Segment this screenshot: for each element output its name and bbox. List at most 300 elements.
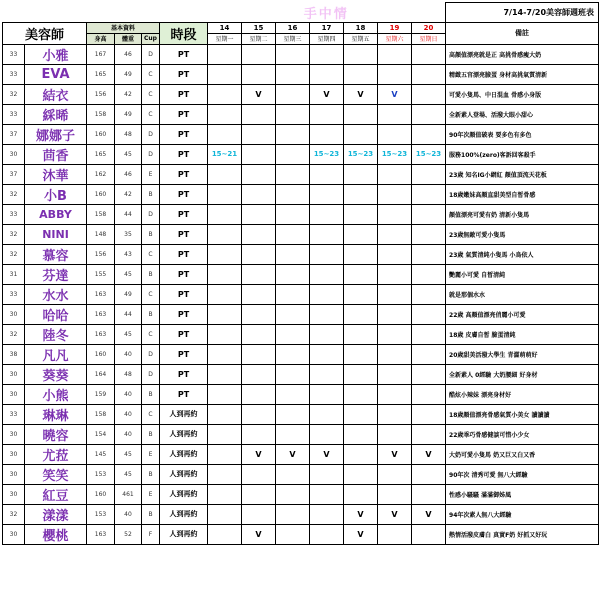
day-cell	[276, 44, 310, 64]
height-cell: 163	[87, 304, 115, 324]
slot-cell: 人到再約	[160, 444, 208, 464]
day-name: 星期五	[344, 33, 378, 44]
day-cell	[344, 64, 378, 84]
age-cell: 33	[3, 284, 25, 304]
age-cell: 32	[3, 84, 25, 104]
day-name: 星期二	[242, 33, 276, 44]
remark-cell: 23歲無敵可愛小隻馬	[446, 224, 599, 244]
beautician-name: 慕容	[25, 244, 87, 264]
slot-cell: PT	[160, 344, 208, 364]
slot-cell: PT	[160, 284, 208, 304]
age-cell: 32	[3, 224, 25, 244]
cup-cell: C	[142, 104, 160, 124]
day-cell	[310, 204, 344, 224]
day-cell	[276, 104, 310, 124]
day-cell	[276, 244, 310, 264]
beautician-name: 哈哈	[25, 304, 87, 324]
beautician-name: 曉容	[25, 424, 87, 444]
watermark-text: 手中情	[208, 3, 446, 23]
beautician-name: 尤菈	[25, 444, 87, 464]
slot-cell: 人到再約	[160, 504, 208, 524]
weight-cell: 43	[115, 244, 142, 264]
age-cell: 33	[3, 404, 25, 424]
day-cell	[242, 244, 276, 264]
cup-cell: B	[142, 424, 160, 444]
height-cell: 160	[87, 124, 115, 144]
age-cell: 37	[3, 164, 25, 184]
weight-cell: 40	[115, 504, 142, 524]
day-cell	[310, 44, 344, 64]
day-cell	[412, 164, 446, 184]
slot-cell: PT	[160, 384, 208, 404]
height-cell: 145	[87, 444, 115, 464]
height-cell: 167	[87, 44, 115, 64]
day-number: 17	[310, 22, 344, 33]
day-cell	[378, 384, 412, 404]
day-cell	[344, 104, 378, 124]
beautician-name: 茴香	[25, 144, 87, 164]
day-cell	[412, 464, 446, 484]
remark-cell: 90年次顏值破表 要多色有多色	[446, 124, 599, 144]
day-cell	[276, 184, 310, 204]
day-cell	[208, 524, 242, 544]
age-cell: 32	[3, 244, 25, 264]
height-cell: 154	[87, 424, 115, 444]
slot-cell: PT	[160, 84, 208, 104]
day-cell	[208, 84, 242, 104]
cup-cell: D	[142, 144, 160, 164]
weight-cell: 40	[115, 404, 142, 424]
table-row	[3, 124, 599, 144]
day-cell	[378, 224, 412, 244]
day-cell	[412, 264, 446, 284]
weight-cell: 40	[115, 344, 142, 364]
cup-cell: C	[142, 244, 160, 264]
weight-cell: 46	[115, 164, 142, 184]
day-cell	[242, 364, 276, 384]
cup-cell: C	[142, 84, 160, 104]
cup-cell: B	[142, 464, 160, 484]
table-row	[3, 404, 599, 424]
height-cell: 153	[87, 504, 115, 524]
weight-cell: 45	[115, 264, 142, 284]
table-row	[3, 84, 599, 104]
weight-cell: 44	[115, 304, 142, 324]
day-cell	[310, 64, 344, 84]
day-cell	[276, 404, 310, 424]
day-cell	[378, 304, 412, 324]
cup-cell: E	[142, 484, 160, 504]
day-cell	[276, 144, 310, 164]
day-cell	[242, 144, 276, 164]
day-cell	[276, 524, 310, 544]
day-cell	[344, 284, 378, 304]
age-cell: 38	[3, 344, 25, 364]
day-cell	[276, 264, 310, 284]
table-row	[3, 524, 599, 544]
day-cell	[242, 104, 276, 124]
height-cell: 158	[87, 204, 115, 224]
day-cell	[412, 484, 446, 504]
day-cell	[344, 184, 378, 204]
day-cell	[412, 324, 446, 344]
cup-cell: E	[142, 444, 160, 464]
remark-cell: 18歲顏值漂亮骨感氣質小美女 讀讀讀	[446, 404, 599, 424]
cup-cell: B	[142, 304, 160, 324]
day-cell: V	[344, 524, 378, 544]
day-number: 19	[378, 22, 412, 33]
remark-cell: 酷炫小辣妹 漂亮身材好	[446, 384, 599, 404]
day-cell	[276, 284, 310, 304]
cup-cell: E	[142, 164, 160, 184]
cup-cell: C	[142, 324, 160, 344]
table-row	[3, 304, 599, 324]
day-cell	[412, 384, 446, 404]
slot-cell: 人到再約	[160, 524, 208, 544]
day-cell	[276, 504, 310, 524]
remark-cell: 服務100%(zero)客訴回客殺手	[446, 144, 599, 164]
day-cell	[378, 484, 412, 504]
day-cell	[378, 244, 412, 264]
day-cell	[242, 504, 276, 524]
day-cell	[310, 404, 344, 424]
height-cell: 160	[87, 184, 115, 204]
height-cell: 148	[87, 224, 115, 244]
day-cell: V	[378, 504, 412, 524]
day-number: 14	[208, 22, 242, 33]
day-cell	[344, 424, 378, 444]
table-row	[3, 44, 599, 64]
day-cell	[310, 464, 344, 484]
height-cell: 163	[87, 524, 115, 544]
beautician-name: 小B	[25, 184, 87, 204]
day-cell	[344, 304, 378, 324]
height-cell: 165	[87, 144, 115, 164]
day-cell	[208, 264, 242, 284]
day-cell	[242, 64, 276, 84]
day-cell	[208, 104, 242, 124]
cup-cell: B	[142, 384, 160, 404]
slot-cell: PT	[160, 304, 208, 324]
weight-cell: 45	[115, 324, 142, 344]
height-cell: 155	[87, 264, 115, 284]
table-row	[3, 364, 599, 384]
weight-cell: 40	[115, 384, 142, 404]
day-cell	[310, 364, 344, 384]
day-cell	[310, 524, 344, 544]
day-cell: 15~23	[344, 144, 378, 164]
weight-cell: 49	[115, 284, 142, 304]
day-cell	[208, 344, 242, 364]
day-cell	[208, 204, 242, 224]
day-cell: V	[378, 84, 412, 104]
weight-cell: 42	[115, 184, 142, 204]
beautician-name: 娜娜子	[25, 124, 87, 144]
day-cell	[378, 524, 412, 544]
beautician-name: 芬達	[25, 264, 87, 284]
day-cell	[412, 44, 446, 64]
day-cell: 15~23	[310, 144, 344, 164]
beautician-name: ABBY	[25, 204, 87, 224]
day-cell	[412, 184, 446, 204]
remark-cell: 94年次素人無八大經驗	[446, 504, 599, 524]
beautician-header: 美容師	[3, 22, 87, 44]
day-number: 15	[242, 22, 276, 33]
day-cell	[276, 424, 310, 444]
cup-cell: D	[142, 44, 160, 64]
remark-cell: 全新素人 0經驗 大奶腰細 好身材	[446, 364, 599, 384]
weight-cell: 45	[115, 144, 142, 164]
weight-cell: 45	[115, 464, 142, 484]
slot-cell: 人到再約	[160, 464, 208, 484]
slot-cell: PT	[160, 224, 208, 244]
day-cell: V	[344, 504, 378, 524]
beautician-name: 水水	[25, 284, 87, 304]
day-cell	[208, 504, 242, 524]
day-cell: V	[310, 444, 344, 464]
table-row	[3, 424, 599, 444]
day-cell	[344, 264, 378, 284]
day-cell	[276, 464, 310, 484]
cup-cell: B	[142, 504, 160, 524]
day-cell	[310, 324, 344, 344]
slot-cell: PT	[160, 124, 208, 144]
day-cell	[412, 524, 446, 544]
remark-cell: 顏值漂亮可愛有奶 清新小隻馬	[446, 204, 599, 224]
height-cell: 158	[87, 104, 115, 124]
slot-cell: PT	[160, 64, 208, 84]
day-cell	[208, 464, 242, 484]
day-cell: V	[242, 84, 276, 104]
cup-cell: B	[142, 264, 160, 284]
remark-cell: 高顏值漂亮就是正 高挑骨感瘦大奶	[446, 44, 599, 64]
beautician-name: 琳琳	[25, 404, 87, 424]
weight-cell: 44	[115, 204, 142, 224]
day-cell: V	[276, 444, 310, 464]
weight-cell: 40	[115, 424, 142, 444]
day-cell	[344, 324, 378, 344]
height-cell: 159	[87, 384, 115, 404]
day-cell	[242, 164, 276, 184]
height-cell: 164	[87, 364, 115, 384]
cup-cell: C	[142, 404, 160, 424]
day-cell	[412, 344, 446, 364]
cup-cell: D	[142, 204, 160, 224]
day-cell	[208, 404, 242, 424]
table-row	[3, 64, 599, 84]
day-cell	[208, 184, 242, 204]
beautician-name: 結衣	[25, 84, 87, 104]
beautician-name: 紅豆	[25, 484, 87, 504]
day-number: 18	[344, 22, 378, 33]
remark-cell: 90年次 清秀可愛 無八大經驗	[446, 464, 599, 484]
remark-cell: 就是那個水水	[446, 284, 599, 304]
day-cell: V	[310, 84, 344, 104]
slot-cell: 人到再約	[160, 404, 208, 424]
table-row	[3, 204, 599, 224]
day-cell	[378, 344, 412, 364]
day-cell	[310, 104, 344, 124]
day-cell	[378, 264, 412, 284]
table-row	[3, 464, 599, 484]
cup-cell: D	[142, 344, 160, 364]
day-cell	[310, 244, 344, 264]
day-cell	[310, 424, 344, 444]
day-cell	[412, 104, 446, 124]
age-cell: 30	[3, 444, 25, 464]
slot-cell: PT	[160, 324, 208, 344]
day-cell	[242, 464, 276, 484]
remark-cell: 可愛小隻馬、中日混血 骨感小身版	[446, 84, 599, 104]
table-row	[3, 384, 599, 404]
beautician-name: 陸冬	[25, 324, 87, 344]
table-row	[3, 244, 599, 264]
day-cell	[378, 464, 412, 484]
weight-cell: 42	[115, 84, 142, 104]
slot-cell: PT	[160, 164, 208, 184]
schedule-table	[2, 2, 599, 545]
day-name: 星期一	[208, 33, 242, 44]
day-cell	[242, 424, 276, 444]
day-cell	[208, 284, 242, 304]
weight-cell: 52	[115, 524, 142, 544]
day-cell	[242, 184, 276, 204]
slot-cell: PT	[160, 264, 208, 284]
weight-cell: 49	[115, 64, 142, 84]
table-row	[3, 484, 599, 504]
day-cell	[310, 304, 344, 324]
day-cell	[276, 344, 310, 364]
cup-cell: C	[142, 284, 160, 304]
day-cell	[242, 264, 276, 284]
cup-cell: B	[142, 224, 160, 244]
day-cell	[412, 224, 446, 244]
day-cell	[344, 164, 378, 184]
day-cell	[378, 184, 412, 204]
remark-cell: 大奶可愛小隻馬 奶又巨又白又香	[446, 444, 599, 464]
cup-cell: D	[142, 124, 160, 144]
day-cell	[242, 204, 276, 224]
cup-cell: B	[142, 184, 160, 204]
day-cell	[208, 384, 242, 404]
slot-cell: PT	[160, 184, 208, 204]
height-cell: 158	[87, 404, 115, 424]
table-row	[3, 164, 599, 184]
height-cell: 160	[87, 344, 115, 364]
age-cell: 30	[3, 464, 25, 484]
day-cell	[208, 364, 242, 384]
day-cell: V	[412, 504, 446, 524]
cup-header: Cup	[142, 33, 160, 44]
day-cell	[276, 364, 310, 384]
day-cell	[344, 244, 378, 264]
day-cell	[310, 164, 344, 184]
remark-cell: 精緻五官漂亮臉蛋 身材高挑氣質清新	[446, 64, 599, 84]
day-cell	[208, 224, 242, 244]
slot-cell: 人到再約	[160, 484, 208, 504]
day-cell: 15~23	[412, 144, 446, 164]
height-cell: 156	[87, 84, 115, 104]
beautician-name: 笑笑	[25, 464, 87, 484]
weight-cell: 49	[115, 104, 142, 124]
table-row	[3, 344, 599, 364]
beautician-name: 綵晞	[25, 104, 87, 124]
day-cell	[242, 324, 276, 344]
height-cell: 160	[87, 484, 115, 504]
age-cell: 33	[3, 64, 25, 84]
day-cell	[412, 124, 446, 144]
weight-header: 體重	[115, 33, 142, 44]
remarks-header: 備註	[446, 22, 599, 44]
day-cell	[276, 304, 310, 324]
height-header: 身高	[87, 33, 115, 44]
age-cell: 30	[3, 144, 25, 164]
day-name: 星期日	[412, 33, 446, 44]
cup-cell: D	[142, 364, 160, 384]
table-row	[3, 264, 599, 284]
age-cell: 31	[3, 264, 25, 284]
age-cell: 37	[3, 124, 25, 144]
day-cell	[310, 504, 344, 524]
beautician-name: NINI	[25, 224, 87, 244]
height-cell: 153	[87, 464, 115, 484]
day-cell	[344, 404, 378, 424]
table-row	[3, 144, 599, 164]
age-cell: 32	[3, 504, 25, 524]
beautician-name: 櫻桃	[25, 524, 87, 544]
slot-cell: PT	[160, 204, 208, 224]
table-row	[3, 104, 599, 124]
remark-cell: 熱情活潑皮膚白 真實F奶 好抓又好玩	[446, 524, 599, 544]
day-name: 星期三	[276, 33, 310, 44]
day-cell	[242, 484, 276, 504]
day-number: 16	[276, 22, 310, 33]
day-cell	[378, 104, 412, 124]
day-cell	[208, 64, 242, 84]
remark-cell: 23歲 知名IG小網紅 顏值頂流天花板	[446, 164, 599, 184]
day-cell: 15~23	[378, 144, 412, 164]
day-cell	[242, 384, 276, 404]
day-cell	[208, 324, 242, 344]
slot-cell: PT	[160, 244, 208, 264]
age-cell: 30	[3, 304, 25, 324]
age-cell: 30	[3, 484, 25, 504]
day-cell	[344, 384, 378, 404]
day-cell	[344, 344, 378, 364]
height-cell: 165	[87, 64, 115, 84]
day-cell	[242, 224, 276, 244]
day-cell	[344, 484, 378, 504]
day-cell	[412, 424, 446, 444]
day-cell	[412, 304, 446, 324]
height-cell: 156	[87, 244, 115, 264]
day-cell	[242, 124, 276, 144]
day-cell	[378, 324, 412, 344]
remark-cell: 23歲 氣質清純小隻馬 小鳥依人	[446, 244, 599, 264]
day-cell	[208, 164, 242, 184]
age-cell: 30	[3, 424, 25, 444]
age-cell: 30	[3, 524, 25, 544]
age-cell: 33	[3, 104, 25, 124]
day-cell: V	[242, 524, 276, 544]
age-cell: 32	[3, 184, 25, 204]
age-cell: 33	[3, 204, 25, 224]
slot-cell: PT	[160, 144, 208, 164]
schedule-sheet	[2, 2, 598, 545]
day-cell	[242, 344, 276, 364]
day-cell	[276, 484, 310, 504]
beautician-name: 漾漾	[25, 504, 87, 524]
